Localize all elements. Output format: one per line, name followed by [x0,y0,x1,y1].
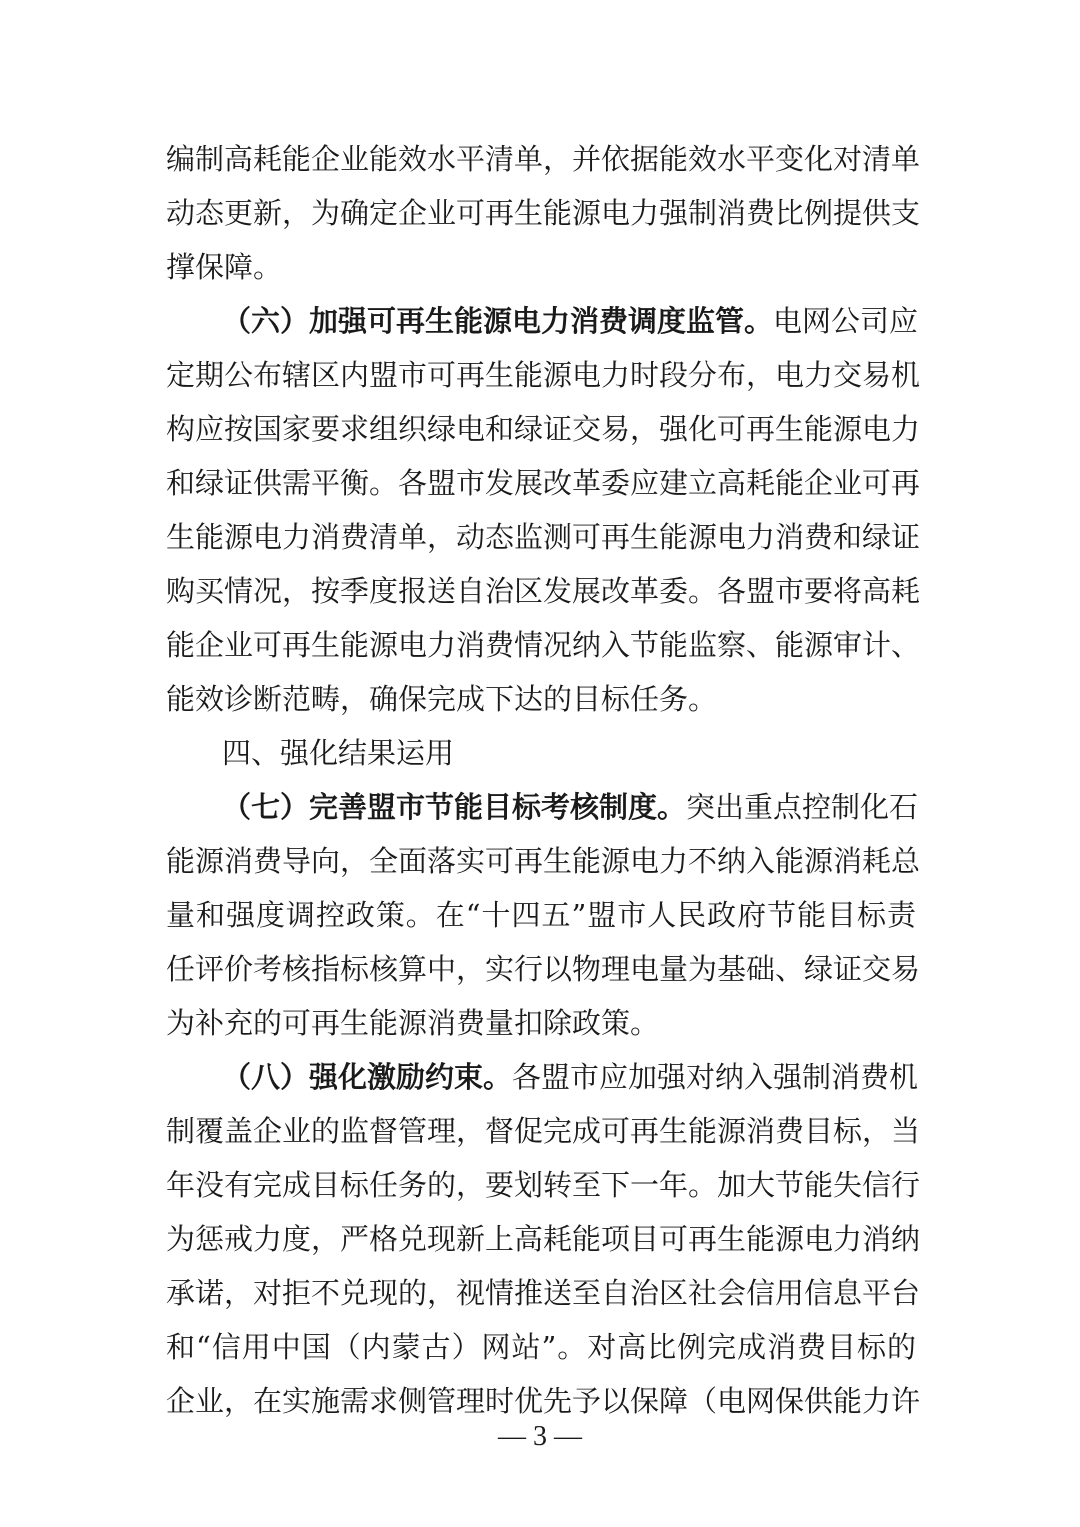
paragraph-text: 电网公司应 [773,304,919,338]
paragraph-first-line [166,1050,919,1104]
document-body [166,132,921,1428]
paragraph-line: 编制高耗能企业能效水平清单，并依据能效水平变化对清单 [166,142,921,176]
paragraph-line: 任评价考核指标核算中，实行以物理电量为基础、绿证交易 [166,952,921,986]
paragraph-line: 能企业可再生能源电力消费情况纳入节能监察、能源审计、 [166,628,921,662]
paragraph-line: 动态更新，为确定企业可再生能源电力强制消费比例提供支 [166,196,921,230]
paragraph-text: 各盟市应加强对纳入强制消费机 [512,1060,919,1094]
paragraph-line: 量和强度调控政策。在“十四五”盟市人民政府节能目标责 [166,898,916,932]
paragraph-line: 能效诊断范畴，确保完成下达的目标任务。 [166,682,718,716]
paragraph-text: 突出重点控制化石 [686,790,919,824]
paragraph-line: 定期公布辖区内盟市可再生能源电力时段分布，电力交易机 [166,358,921,392]
paragraph-line: 企业，在实施需求侧管理时优先予以保障（电网保供能力许 [166,1384,921,1418]
paragraph-first-line [166,294,919,348]
paragraph-line: 和“信用中国（内蒙古）网站”。对高比例完成消费目标的 [166,1330,916,1364]
paragraph-line: 撑保障。 [166,250,283,284]
section-heading: 四、强化结果运用 [222,736,455,770]
paragraph-lead-heading: （六）加强可再生能源电力消费调度监管。 [222,304,774,338]
paragraph-line: 为补充的可再生能源消费量扣除政策。 [166,1006,660,1040]
page-number: — 3 — [498,1421,582,1452]
paragraph-first-line [166,780,919,834]
paragraph-line: 承诺，对拒不兑现的，视情推送至自治区社会信用信息平台 [166,1276,921,1310]
paragraph-line: 购买情况，按季度报送自治区发展改革委。各盟市要将高耗 [166,574,921,608]
paragraph-lead-heading: （八）强化激励约束。 [222,1060,513,1094]
paragraph-line: 生能源电力消费清单，动态监测可再生能源电力消费和绿证 [166,520,921,554]
paragraph-line: 制覆盖企业的监督管理，督促完成可再生能源消费目标，当 [166,1114,921,1148]
paragraph-lead-heading: （七）完善盟市节能目标考核制度。 [222,790,687,824]
paragraph-line: 构应按国家要求组织绿电和绿证交易，强化可再生能源电力 [166,412,921,446]
paragraph-line: 能源消费导向，全面落实可再生能源电力不纳入能源消耗总 [166,844,921,878]
paragraph-line: 为惩戒力度，严格兑现新上高耗能项目可再生能源电力消纳 [166,1222,921,1256]
paragraph-line: 年没有完成目标任务的，要划转至下一年。加大节能失信行 [166,1168,921,1202]
paragraph-line: 和绿证供需平衡。各盟市发展改革委应建立高耗能企业可再 [166,466,921,500]
